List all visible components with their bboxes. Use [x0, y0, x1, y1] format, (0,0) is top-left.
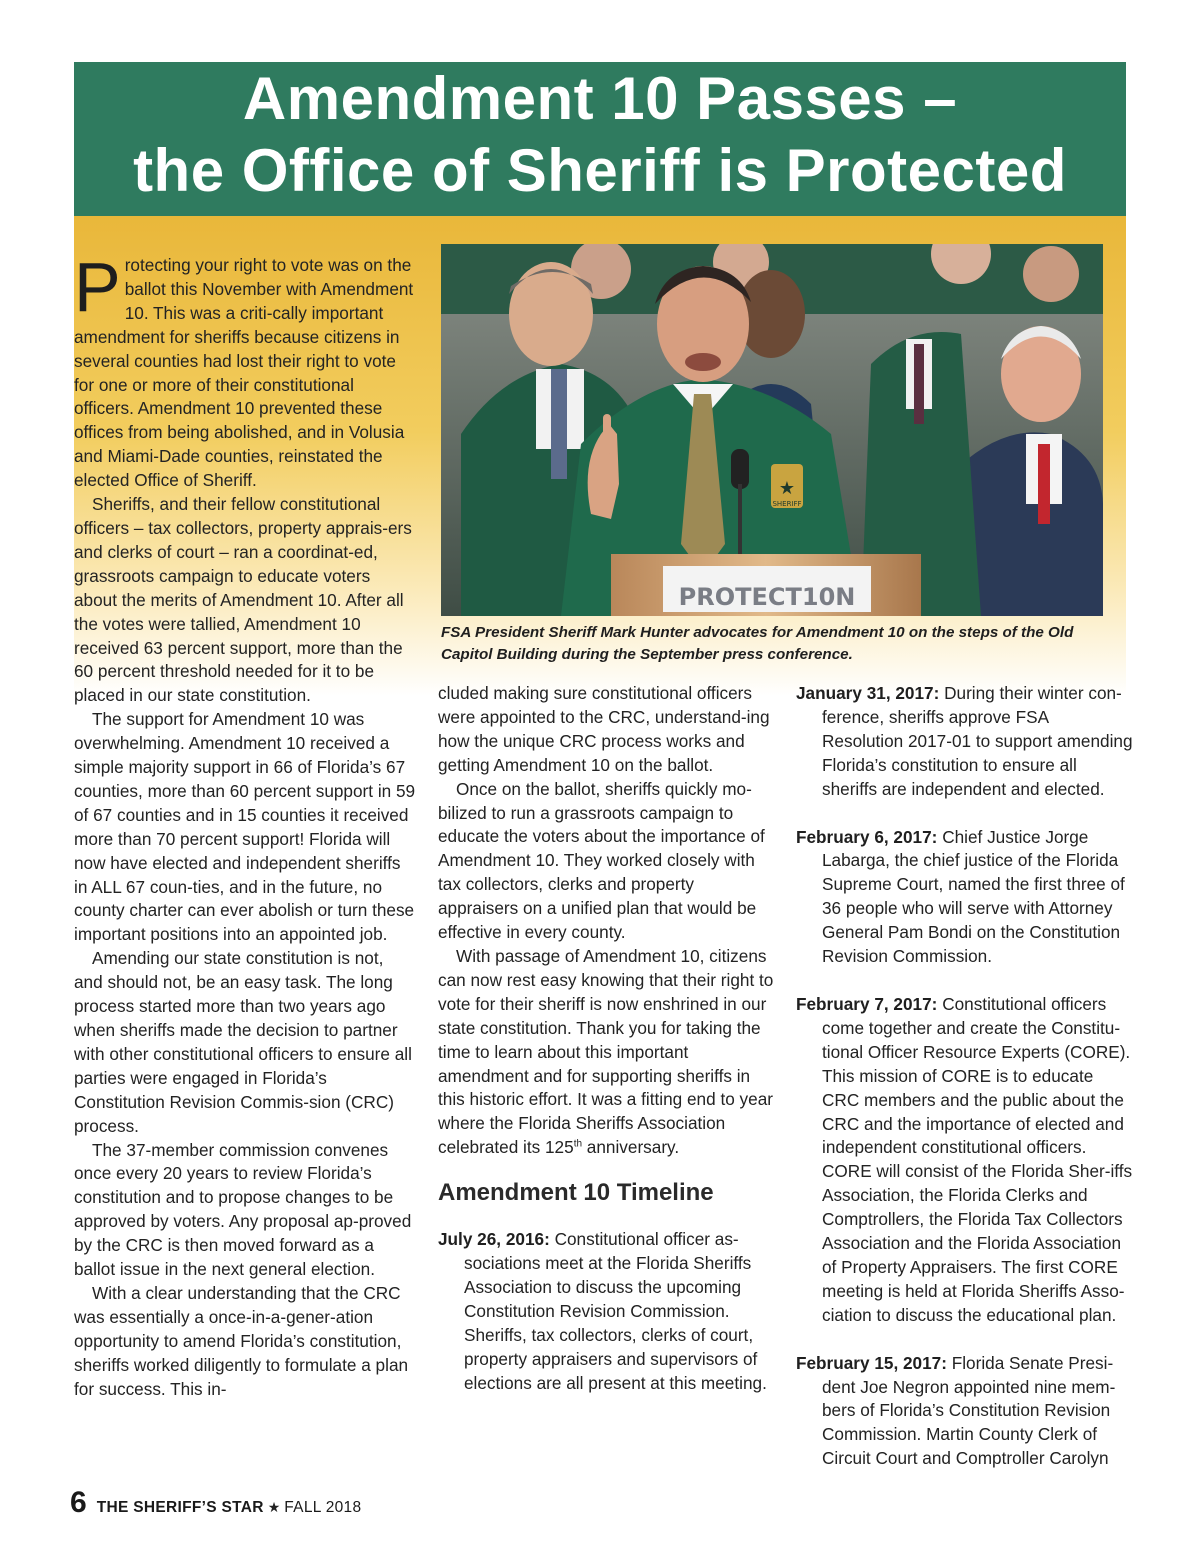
article-column-1	[74, 248, 416, 1402]
title-banner	[74, 62, 1126, 216]
paragraph-6: With a clear understanding that the CRC was essentially a once-in-a-gener-ation opportunity to amend Florida’s constitution, sheriffs worked diligently to formulate a plan for success. This in-	[74, 1282, 409, 1399]
timeline-text: During their winter con-ference, sheriffs approve FSA Resolution 2017-01 to support amending Florida’s constitution to ensure all sheriffs are independent and elected.	[822, 683, 1133, 799]
page-footer	[70, 1486, 361, 1526]
paragraph-2: Sheriffs, and their fellow constitutional officers – tax collectors, property apprais-ers and clerks of court – ran a coordinat-ed, grassroots campaign to educate voters about the merits of Amendment 10. After all the votes were tallied, Amendment 10 received 63 percent support, more than the 60 percent threshold needed for it to be placed in our state constitution.	[74, 494, 412, 706]
timeline-entry	[796, 826, 1134, 969]
podium-sign: PROTECT10N	[678, 583, 856, 611]
paragraph-5: The 37-member commission convenes once every 20 years to review Florida’s constitution and to propose changes to be approved by voters. Any proposal ap-proved by the CRC is then moved forward as a ballot issue in the next general election.	[74, 1139, 412, 1280]
timeline-heading: Amendment 10 Timeline	[438, 1179, 714, 1207]
photo-caption: FSA President Sheriff Mark Hunter advocates for Amendment 10 on the steps of the Old Capitol Building during the September press conference.	[441, 624, 1074, 663]
timeline-date: February 7, 2017:	[796, 993, 938, 1014]
timeline-date: July 26, 2016:	[438, 1229, 550, 1250]
paragraph-8-text: With passage of Amendment 10, citizens can now rest easy knowing that their right to vote for their sheriff is now enshrined in our state constitution. Thank you for taking the time to learn about this important amendment and for supporting sheriffs in this historic effort. It was a fitting end to year where the Florida Sheriffs Association celebrated its 125	[438, 945, 774, 1158]
paragraph-8-end: anniversary.	[582, 1137, 680, 1158]
title-line-1: Amendment 10 Passes –	[242, 65, 958, 132]
star-icon: ★	[267, 1499, 281, 1515]
paragraph-7: Once on the ballot, sheriffs quickly mo-bilized to run a grassroots campaign to educate the voters about the importance of Amendment 10. They worked closely with tax collectors, clerks and property appraisers on a unified plan that would be effective in every county.	[438, 778, 765, 943]
article-column-2	[438, 682, 778, 1419]
timeline-text: Constitutional officer as-sociations meet at the Florida Sheriffs Association to discuss the upcoming Constitution Revision Commission. Sheriffs, tax collectors, clerks of court, property appraisers and supervisors of elections are all present at this meeting.	[464, 1229, 767, 1393]
drop-cap: P	[74, 248, 121, 326]
timeline-date: February 15, 2017:	[796, 1352, 947, 1373]
paragraph-1-text: rotecting your right to vote was on the ballot this November with Amendment 10. This was a criti-cally important amendment for sheriffs because citizens in several counties had lost their right to vote for one or more of their constitutional officers. Amendment 10 prevented these offices from being abolished, and in Volusia and Miami-Dade counties, reinstated the elected Office of Sheriff.	[74, 255, 414, 491]
timeline-text: Chief Justice Jorge Labarga, the chief justice of the Florida Supreme Court, named the first three of 36 people who will serve with Attorney General Pam Bondi on the Constitution Revision Commission.	[822, 826, 1125, 967]
svg-text:★: ★	[778, 478, 796, 499]
paragraph-3: The support for Amendment 10 was overwhelming. Amendment 10 received a simple majority support in 66 of Florida’s 67 counties, more than 60 percent support in 59 of 67 counties and in 15 counties it received more than 70 percent support! Florida will now have elected and independent sheriffs in ALL 67 coun-ties, and in the future, no county charter can ever abolish or turn these important positions into an appointed job.	[74, 709, 416, 945]
publication-name: THE SHERIFF’S STAR	[96, 1499, 264, 1516]
paragraph-4: Amending our state constitution is not, and should not, be an easy task. The long process started more than two years ago when sheriffs made the decision to partner with other constitutional officers to ensure all parties were engaged in Florida’s Constitution Revision Commis-sion (CRC) process.	[74, 948, 412, 1136]
issue-label: FALL 2018	[284, 1499, 362, 1516]
paragraph-8	[438, 945, 778, 1160]
timeline-text: Constitutional officers come together and create the Constitu-tional Officer Resource Experts (CORE). This mission of CORE is to educate CRC members and the public about the CRC and the importance of elected and independent constitutional officers. CORE will consist of the Florida Sher-iffs Association, the Florida Clerks and Comptrollers, the Florida Tax Collectors Association and the Florida Association of Property Appraisers. The first CORE meeting is held at Florida Sheriffs Asso-ciation to discuss the educational plan.	[822, 993, 1133, 1325]
photo-illustration	[441, 244, 1103, 616]
timeline-date: January 31, 2017:	[796, 683, 940, 703]
paragraph-6-continued: cluded making sure constitutional officers were appointed to the CRC, understand-ing how the unique CRC process works and getting Amendment 10 on the ballot.	[438, 683, 770, 775]
timeline-entry	[796, 993, 1134, 1328]
paragraph-1	[74, 248, 416, 493]
article-column-3	[796, 682, 1134, 1495]
timeline-text: Florida Senate Presi-dent Joe Negron appointed nine mem-bers of Florida’s Constitution Revision Commission. Martin County Clerk of Circuit Court and Comptroller Carolyn	[822, 1352, 1116, 1469]
badge-label: SHERIFF	[772, 500, 802, 508]
press-conference-photo	[441, 244, 1103, 616]
timeline-entry	[796, 682, 1134, 802]
ordinal-suffix: th	[573, 1138, 583, 1150]
timeline-entry	[796, 1352, 1134, 1472]
page-number: 6	[70, 1486, 87, 1519]
timeline-entry	[438, 1228, 778, 1395]
title-line-2: the Office of Sheriff is Protected	[133, 137, 1067, 204]
timeline-date: February 6, 2017:	[796, 826, 938, 847]
